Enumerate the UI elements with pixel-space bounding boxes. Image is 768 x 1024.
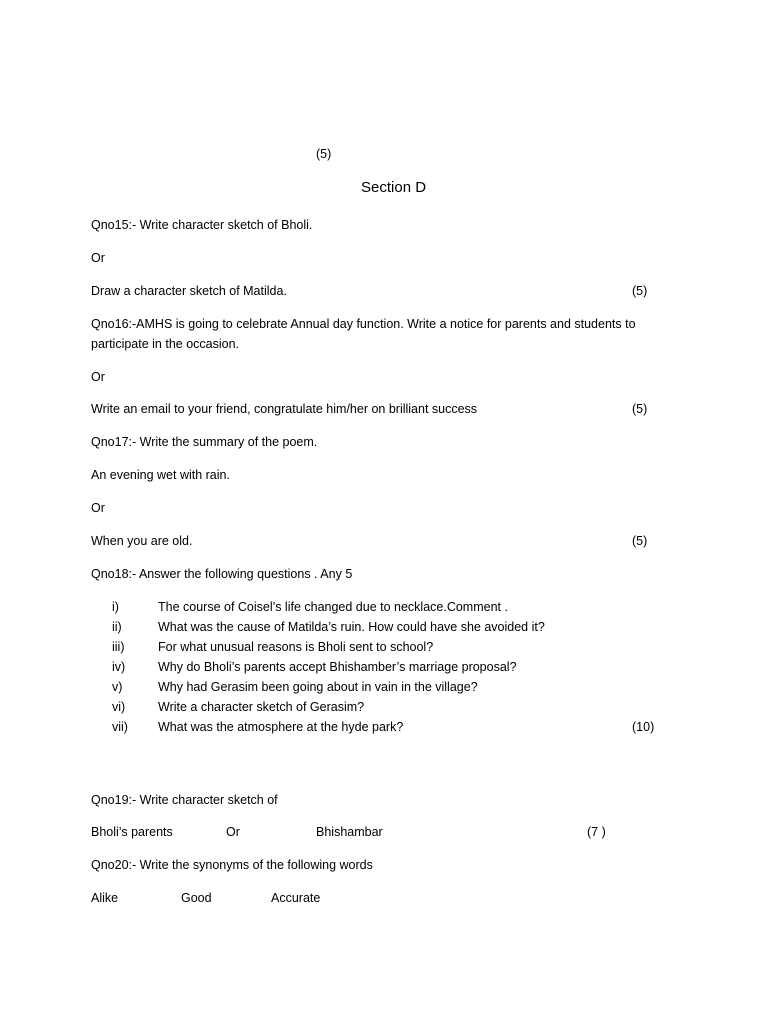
q15-text: Write character sketch of Bholi.: [136, 218, 313, 232]
q16-line-2: participate in the occasion.: [91, 337, 240, 351]
q18-item-text: Why do Bholi’s parents accept Bhishamber’s marriage proposal?: [158, 660, 517, 674]
q20-word: Good: [181, 891, 212, 905]
q19-text: Write character sketch of: [136, 793, 278, 807]
q18-item-text: Write a character sketch of Gerasim?: [158, 700, 365, 714]
q18-item-text: For what unusual reasons is Bholi sent to school?: [158, 640, 434, 654]
q17-poem-1: An evening wet with rain.: [91, 468, 230, 482]
q18-item-num: iv): [112, 660, 126, 674]
q15-line: [91, 217, 312, 233]
q20-line: [91, 857, 373, 873]
q20-label: Qno20:-: [91, 858, 137, 872]
q17-or: Or: [91, 501, 105, 515]
q16-or: Or: [91, 370, 105, 384]
q19-line: [91, 792, 278, 808]
q16-label: Qno16:-: [91, 317, 137, 331]
q19-option-2: Bhishambar: [316, 825, 383, 839]
q15-marks: (5): [632, 284, 648, 298]
q18-text: Answer the following questions . Any 5: [136, 567, 353, 581]
q19-label: Qno19:-: [91, 793, 137, 807]
q18-item-text: What was the atmosphere at the hyde park?: [158, 720, 404, 734]
q16-marks: (5): [632, 402, 648, 416]
q18-item-num: iii): [112, 640, 125, 654]
q18-item-num: ii): [112, 620, 122, 634]
q17-poem-2: When you are old.: [91, 534, 193, 548]
q20-text: Write the synonyms of the following words: [136, 858, 373, 872]
q18-marks: (10): [632, 720, 655, 734]
q18-item-num: v): [112, 680, 123, 694]
q18-label: Qno18:-: [91, 567, 137, 581]
q17-text: Write the summary of the poem.: [136, 435, 318, 449]
q19-option-1: Bholi’s parents: [91, 825, 173, 839]
q17-label: Qno17:-: [91, 435, 137, 449]
q17-marks: (5): [632, 534, 648, 548]
q20-word: Accurate: [271, 891, 321, 905]
q18-item-text: What was the cause of Matilda’s ruin. How could have she avoided it?: [158, 620, 545, 634]
top-marks: (5): [316, 147, 332, 161]
q15-label: Qno15:-: [91, 218, 137, 232]
q19-or: Or: [226, 825, 240, 839]
q16-text-1: AMHS is going to celebrate Annual day function. Write a notice for parents and students to: [136, 317, 636, 331]
q18-line: [91, 566, 352, 582]
q18-item-text: The course of Coisel’s life changed due to necklace.Comment .: [158, 600, 508, 614]
q18-item-num: vii): [112, 720, 128, 734]
q18-item-text: Why had Gerasim been going about in vain in the village?: [158, 680, 478, 694]
q20-word: Alike: [91, 891, 119, 905]
q16-alternative: Write an email to your friend, congratulate him/her on brilliant success: [91, 402, 478, 416]
q18-item-num: i): [112, 600, 119, 614]
q17-line: [91, 434, 317, 450]
q15-or: Or: [91, 251, 105, 265]
q18-item-num: vi): [112, 700, 126, 714]
q15-alternative: Draw a character sketch of Matilda.: [91, 284, 287, 298]
q19-marks: (7 ): [587, 825, 606, 839]
section-title: Section D: [361, 179, 427, 196]
q16-line-1: [91, 316, 636, 332]
